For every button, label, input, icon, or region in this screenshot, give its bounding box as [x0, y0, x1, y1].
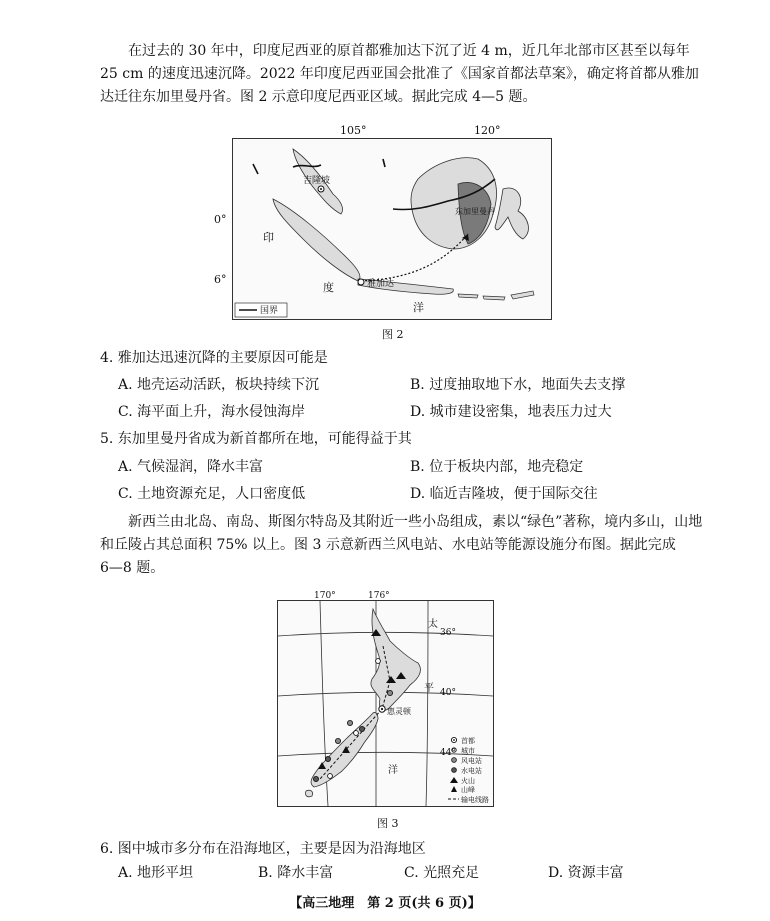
- legend-volcano: 火山: [461, 777, 475, 785]
- figure-2-caption: 图 2: [382, 328, 404, 341]
- question-5-option-a[interactable]: A. 气候湿润，降水丰富: [118, 459, 264, 475]
- question-5-option-b[interactable]: B. 位于板块内部，地壳稳定: [410, 459, 584, 475]
- question-5-option-d[interactable]: D. 临近吉隆坡，便于国际交往: [410, 486, 598, 502]
- question-5-option-c[interactable]: C. 土地资源充足，人口密度低: [118, 486, 306, 502]
- wind-station-marker: [335, 738, 340, 743]
- legend-transmission-line: 输电线路: [461, 796, 489, 804]
- label-sea-3: 洋: [413, 301, 424, 314]
- legend-wind-station: 风电站: [461, 757, 482, 765]
- legend-peak: 山峰: [461, 786, 475, 794]
- wind-station-marker: [347, 720, 352, 725]
- jakarta-marker: [358, 279, 364, 285]
- legend-city: 城市: [461, 747, 475, 755]
- city-marker: [354, 731, 359, 736]
- hydro-station-marker: [359, 726, 364, 731]
- label-east-kalimantan: 东加里曼丹: [455, 207, 495, 216]
- label-sea-3: 洋: [388, 765, 398, 776]
- label-kuala-lumpur: 吉隆坡: [303, 176, 331, 186]
- fig2-lat-label: 6°: [214, 273, 227, 286]
- label-wellington: 惠灵顿: [387, 707, 411, 716]
- city-marker: [376, 659, 381, 664]
- question-4-stem: 4. 雅加达迅速沉降的主要原因可能是: [100, 350, 328, 366]
- label-jakarta: 雅加达: [367, 279, 395, 289]
- fig3-lat-label: 36°: [440, 628, 456, 638]
- legend-hydro-station: 水电站: [461, 767, 482, 775]
- question-4-option-b[interactable]: B. 过度抽取地下水，地面失去支撑: [410, 377, 626, 393]
- legend-capital: 首都: [461, 737, 475, 745]
- indonesia-map-svg: [233, 139, 551, 319]
- figure-3-caption: 图 3: [377, 817, 399, 830]
- passage-1-line: 在过去的 30 年中，印度尼西亚的原首都雅加达下沉了近 4 m，近几年北部市区甚至以每年: [128, 43, 690, 59]
- question-5-stem: 5. 东加里曼丹省成为新首都所在地，可能得益于其: [100, 431, 412, 447]
- figure-2-map: [232, 138, 552, 320]
- wind-station-marker: [387, 690, 392, 695]
- label-sea-2: 平: [424, 683, 434, 694]
- fig3-lon-label: 170°: [314, 591, 336, 601]
- stewart-island: [305, 790, 312, 797]
- fig2-lon-label: 120°: [474, 124, 501, 137]
- label-sea-1: 印: [263, 231, 274, 244]
- fig2-lon-label: 105°: [340, 124, 367, 137]
- question-6-option-a[interactable]: A. 地形平坦: [118, 865, 194, 881]
- fig3-lat-label: 44°: [440, 748, 456, 758]
- fig3-lon-label: 176°: [368, 591, 390, 601]
- passage-1-line: 25 cm 的速度迅速沉降。2022 年印度尼西亚国会批准了《国家首都法草案》，确定将首都从雅加: [100, 66, 699, 82]
- hydro-station-marker: [313, 776, 318, 781]
- label-sea-2: 度: [323, 281, 334, 294]
- figure-3-map: [277, 600, 494, 807]
- question-4-option-d[interactable]: D. 城市建设密集，地表压力过大: [410, 404, 612, 420]
- hydro-station-marker: [325, 756, 330, 761]
- passage-1: [100, 40, 700, 109]
- fig3-lat-label: 40°: [440, 688, 456, 698]
- fig2-lat-label: 0°: [214, 213, 227, 226]
- question-4-option-a[interactable]: A. 地壳运动活跃，板块持续下沉: [118, 377, 320, 393]
- passage-2: [100, 511, 703, 580]
- city-marker: [328, 774, 333, 779]
- passage-2-line: 6—8 题。: [100, 560, 165, 576]
- label-sea-1: 太: [428, 619, 438, 630]
- passage-2-line: 和丘陵占其总面积 75% 以上。图 3 示意新西兰风电站、水电站等能源设施分布图。据此完成: [100, 537, 676, 553]
- page-footer: 【高三地理 第 2 页(共 6 页)】: [289, 896, 481, 911]
- question-6-option-b[interactable]: B. 降水丰富: [258, 865, 334, 881]
- passage-2-line: 新西兰由北岛、南岛、斯图尔特岛及其附近一些小岛组成，素以“绿色”著称，境内多山，山地: [128, 514, 703, 530]
- question-6-option-c[interactable]: C. 光照充足: [404, 865, 480, 881]
- question-6-option-d[interactable]: D. 资源丰富: [548, 865, 624, 881]
- new-zealand-map-svg: [278, 601, 493, 806]
- question-6-stem: 6. 图中城市多分布在沿海地区，主要是因为沿海地区: [100, 841, 426, 857]
- legend-border-label: 国界: [260, 306, 279, 316]
- passage-1-line: 达迁往东加里曼丹省。图 2 示意印度尼西亚区域。据此完成 4—5 题。: [100, 89, 537, 105]
- question-4-option-c[interactable]: C. 海平面上升，海水侵蚀海岸: [118, 404, 306, 420]
